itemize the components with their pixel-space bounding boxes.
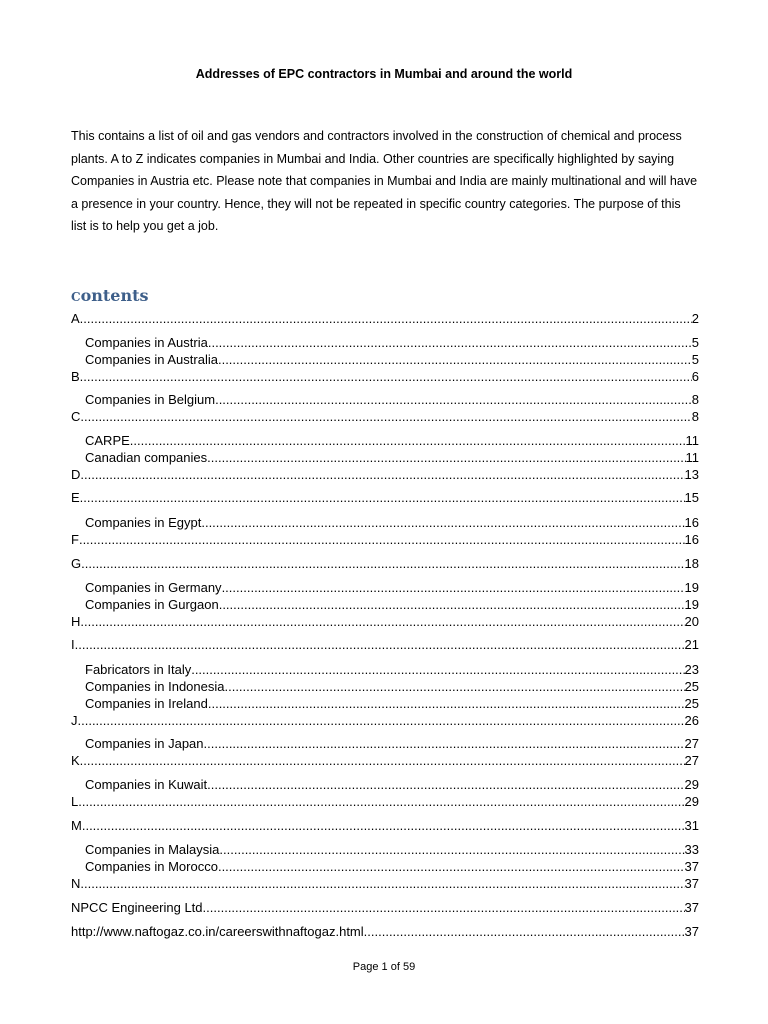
toc-entry-page: 13 bbox=[684, 467, 699, 482]
toc-entry-page: 31 bbox=[684, 818, 699, 833]
toc-dot-leader bbox=[80, 490, 685, 506]
toc-entry-label: E bbox=[71, 490, 80, 505]
toc-dot-leader bbox=[80, 369, 692, 385]
toc-entry[interactable] bbox=[85, 580, 699, 596]
toc-entry-label: CARPE bbox=[85, 433, 130, 448]
toc-entry[interactable] bbox=[85, 842, 699, 858]
toc-entry-page: 27 bbox=[684, 753, 699, 768]
toc-entry-page: 2 bbox=[691, 311, 699, 326]
toc-entry-label: J bbox=[71, 713, 78, 728]
toc-dot-leader bbox=[80, 876, 684, 892]
toc-dot-leader bbox=[201, 515, 684, 531]
toc-entry[interactable] bbox=[71, 490, 699, 506]
toc-entry[interactable] bbox=[71, 637, 699, 653]
toc-entry[interactable] bbox=[71, 369, 699, 385]
toc-entry-label: K bbox=[71, 753, 80, 768]
toc-dot-leader bbox=[80, 409, 691, 425]
toc-entry[interactable] bbox=[85, 597, 699, 613]
toc-dot-leader bbox=[78, 713, 685, 729]
toc-entry-page: 26 bbox=[684, 713, 699, 728]
toc-entry[interactable] bbox=[85, 679, 699, 695]
toc-entry-page: 37 bbox=[684, 900, 699, 915]
toc-entry-page: 6 bbox=[691, 369, 699, 384]
toc-dot-leader bbox=[208, 335, 692, 351]
toc-entry-page: 15 bbox=[684, 490, 699, 505]
toc-entry-label: Companies in Egypt bbox=[85, 515, 202, 530]
toc-entry[interactable] bbox=[71, 876, 699, 892]
toc-entry[interactable] bbox=[71, 556, 699, 572]
toc-entry[interactable] bbox=[85, 352, 699, 368]
toc-entry[interactable] bbox=[71, 713, 699, 729]
contents-heading-rest: ontents bbox=[80, 286, 149, 305]
toc-entry[interactable] bbox=[71, 614, 699, 630]
toc-dot-leader bbox=[80, 311, 692, 327]
toc-dot-leader bbox=[130, 433, 686, 449]
toc-entry-label: Companies in Japan bbox=[85, 736, 204, 751]
toc-entry[interactable] bbox=[85, 662, 699, 678]
toc-dot-leader bbox=[222, 580, 685, 596]
toc-entry[interactable] bbox=[85, 392, 699, 408]
toc-entry-page: 11 bbox=[685, 450, 699, 465]
toc-entry[interactable] bbox=[71, 924, 699, 940]
toc-entry[interactable] bbox=[85, 859, 699, 875]
toc-entry[interactable] bbox=[85, 696, 699, 712]
toc-dot-leader bbox=[82, 818, 685, 834]
toc-entry-page: 16 bbox=[684, 515, 699, 530]
toc-entry-page: 33 bbox=[684, 842, 699, 857]
toc-entry[interactable] bbox=[85, 777, 699, 793]
toc-entry-label: N bbox=[71, 876, 81, 891]
toc-entry-label: M bbox=[71, 818, 82, 833]
toc-entry[interactable] bbox=[71, 794, 699, 810]
toc-dot-leader bbox=[215, 392, 692, 408]
toc-entry-page: 5 bbox=[691, 335, 699, 350]
toc-entry[interactable] bbox=[71, 311, 699, 327]
toc-dot-leader bbox=[80, 467, 684, 483]
toc-dot-leader bbox=[79, 532, 685, 548]
intro-line: list is to help you get a job. bbox=[71, 219, 219, 234]
toc-entry[interactable] bbox=[85, 335, 699, 351]
toc-entry-page: 21 bbox=[684, 637, 699, 652]
intro-line: a presence in your country. Hence, they will not be repeated in specific country categories. The purpose of this bbox=[71, 196, 681, 211]
intro-paragraph bbox=[71, 125, 703, 238]
toc-entry-page: 19 bbox=[684, 580, 699, 595]
toc-entry[interactable] bbox=[85, 433, 699, 449]
toc-dot-leader bbox=[207, 450, 685, 466]
toc-entry[interactable] bbox=[71, 532, 699, 548]
toc-entry-label: Companies in Belgium bbox=[85, 392, 216, 407]
toc-entry-page: 37 bbox=[684, 876, 699, 891]
toc-entry-page: 37 bbox=[684, 924, 699, 939]
toc-entry-label: http://www.naftogaz.co.in/careerswithnaftogaz.html bbox=[71, 924, 364, 939]
page-footer: Page 1 of 59 bbox=[352, 961, 416, 973]
toc-entry-label: Canadian companies bbox=[85, 450, 208, 465]
intro-line: This contains a list of oil and gas vendors and contractors involved in the construction of chemical and process bbox=[71, 129, 682, 143]
toc-dot-leader bbox=[80, 614, 684, 630]
contents-heading-initial: C bbox=[71, 290, 81, 304]
toc-entry-label: A bbox=[71, 311, 80, 326]
toc-entry-label: Companies in Malaysia bbox=[85, 842, 220, 857]
toc-entry[interactable] bbox=[71, 467, 699, 483]
toc-dot-leader bbox=[218, 352, 692, 368]
toc-entry-page: 19 bbox=[684, 597, 699, 612]
toc-entry-page: 8 bbox=[691, 409, 699, 424]
toc-dot-leader bbox=[78, 794, 684, 810]
toc-entry-label: Companies in Gurgaon bbox=[85, 597, 219, 612]
toc-dot-leader bbox=[80, 753, 685, 769]
toc-entry-label: D bbox=[71, 467, 81, 482]
toc-entry-label: Companies in Kuwait bbox=[85, 777, 208, 792]
toc-entry-label: Companies in Germany bbox=[85, 580, 222, 595]
toc-entry-page: 16 bbox=[684, 532, 699, 547]
contents-heading bbox=[71, 286, 148, 305]
toc-entry-page: 5 bbox=[691, 352, 699, 367]
toc-entry-label: Companies in Australia bbox=[85, 352, 218, 367]
toc-dot-leader bbox=[81, 556, 684, 572]
toc-entry-page: 11 bbox=[685, 433, 699, 448]
toc-entry-label: Companies in Austria bbox=[85, 335, 208, 350]
toc-entry[interactable] bbox=[71, 900, 699, 916]
toc-entry[interactable] bbox=[71, 753, 699, 769]
toc-dot-leader bbox=[75, 637, 685, 653]
toc-entry-label: Fabricators in Italy bbox=[85, 662, 192, 677]
document-title: Addresses of EPC contractors in Mumbai and around the world bbox=[195, 67, 573, 81]
toc-entry-page: 29 bbox=[684, 794, 699, 809]
toc-entry-page: 27 bbox=[684, 736, 699, 751]
intro-line: plants. A to Z indicates companies in Mumbai and India. Other countries are specifically highlighted by saying bbox=[71, 151, 675, 166]
toc-entry-label: B bbox=[71, 369, 80, 384]
toc-dot-leader bbox=[219, 597, 685, 613]
toc-entry[interactable] bbox=[85, 736, 699, 752]
toc-entry[interactable] bbox=[85, 450, 699, 466]
toc-entry-page: 37 bbox=[684, 859, 699, 874]
toc-entry-page: 29 bbox=[684, 777, 699, 792]
toc-dot-leader bbox=[224, 679, 684, 695]
toc-dot-leader bbox=[203, 900, 685, 916]
toc-entry-label: I bbox=[71, 637, 75, 652]
toc-entry-label: Companies in Indonesia bbox=[85, 679, 225, 694]
toc-entry-label: H bbox=[71, 614, 81, 629]
toc-entry-label: C bbox=[71, 409, 81, 424]
toc-entry-page: 23 bbox=[684, 662, 699, 677]
intro-line: Companies in Austria etc. Please note that companies in Mumbai and India are mainly multinational and will have bbox=[71, 174, 698, 189]
toc-entry[interactable] bbox=[85, 515, 699, 531]
toc-dot-leader bbox=[218, 859, 685, 875]
toc-entry-label: G bbox=[71, 556, 82, 571]
toc-dot-leader bbox=[219, 842, 684, 858]
toc-entry[interactable] bbox=[71, 409, 699, 425]
toc-dot-leader bbox=[208, 696, 685, 712]
toc-dot-leader bbox=[364, 924, 685, 940]
toc-entry-label: L bbox=[71, 794, 79, 809]
toc-entry-page: 18 bbox=[684, 556, 699, 571]
toc-entry[interactable] bbox=[71, 818, 699, 834]
toc-entry-page: 25 bbox=[684, 696, 699, 711]
toc-entry-label: F bbox=[71, 532, 79, 547]
toc-entry-label: Companies in Ireland bbox=[85, 696, 208, 711]
toc-entry-label: Companies in Morocco bbox=[85, 859, 218, 874]
toc-entry-page: 25 bbox=[684, 679, 699, 694]
toc-dot-leader bbox=[204, 736, 685, 752]
toc-entry-page: 8 bbox=[691, 392, 699, 407]
toc-dot-leader bbox=[207, 777, 684, 793]
toc-entry-page: 20 bbox=[684, 614, 699, 629]
toc-entry-label: NPCC Engineering Ltd bbox=[71, 900, 203, 915]
toc-dot-leader bbox=[191, 662, 684, 678]
